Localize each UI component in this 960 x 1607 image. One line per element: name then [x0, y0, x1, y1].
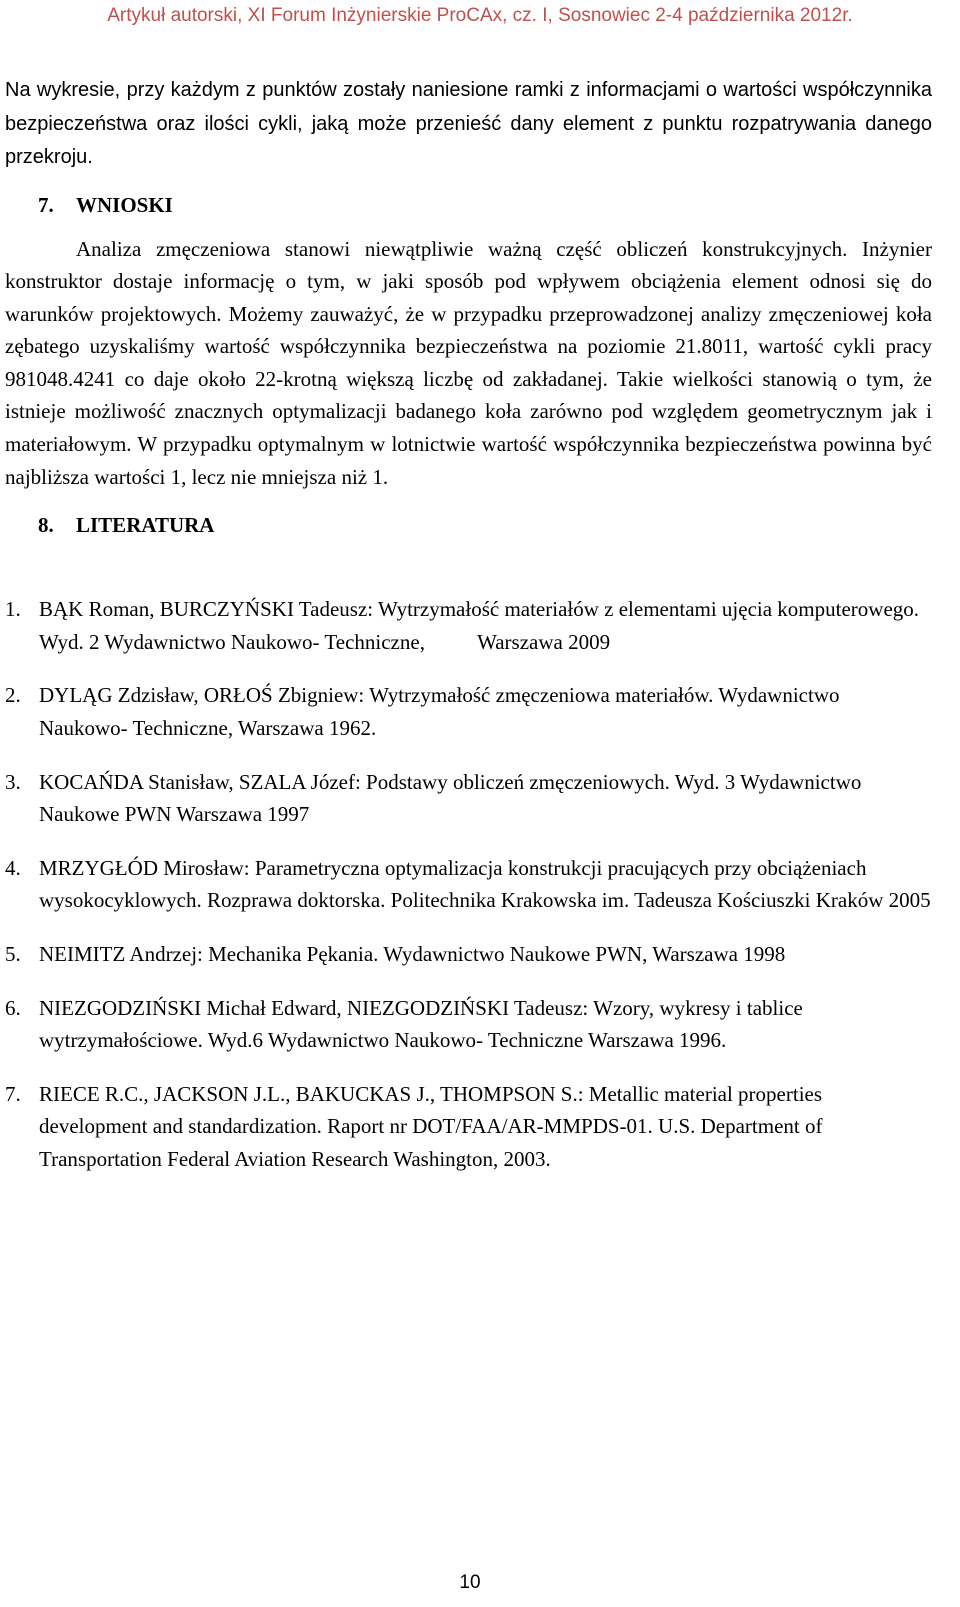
conclusions-text: Analiza zmęczeniowa stanowi niewątpliwie ważną część obliczeń konstrukcyjnych. Inżynier konstruktor dostaje informację o tym, w jaki sposób pod wpływem obciążenia element odnosi się do warunków projektowych. Możemy zauważyć, że w przypadku przeprowadzonej analizy zmęczeniowej koła zębatego uzyskaliśmy wartość współczynnika bezpieczeństwa na poziomie 21.8011, wartość cykli pracy 981048.4241 co daje około 22-krotną większą liczbę od zakładanej. Takie wielkości stanowią o tym, że istnieje możliwość znacznych optymalizacji badanego koła zarówno pod względem geometrycznym jak i materiałowym. W przypadku optymalnym w lotnictwie wartość współczynnika bezpieczeństwa powinna być najbliższa wartości 1, lecz nie mniejsza niż 1. [5, 236, 932, 489]
reference-text: NIEZGODZIŃSKI Michał Edward, NIEZGODZIŃSKI Tadeusz: Wzory, wykresy i tablice wytrzymałościowe. Wyd.6 Wydawnictwo Naukowo- Techniczne Warszawa 1996. [39, 995, 803, 1053]
reference-number: 3. [5, 769, 21, 794]
page-header: Artykuł autorski, XI Forum Inżynierskie ProCAx, cz. I, Sosnowiec 2-4 października 2012r. [107, 5, 853, 26]
reference-text: BĄK Roman, BURCZYŃSKI Tadeusz: Wytrzymałość materiałów z elementami ujęcia komputerowego. Wyd. 2 Wydawnictwo Naukowo- Techniczne, Warszawa 2009 [39, 597, 924, 654]
reference-text: KOCAŃDA Stanisław, SZALA Józef: Podstawy obliczeń zmęczeniowych. Wyd. 3 Wydawnictwo Naukowe PWN Warszawa 1997 [39, 769, 862, 827]
page-number: 10 [459, 1572, 481, 1593]
reference-item [5, 852, 932, 917]
section-number: 7. [38, 192, 54, 217]
section-title: WNIOSKI [76, 192, 173, 217]
reference-item [5, 766, 932, 831]
section-number: 8. [38, 513, 54, 538]
reference-number: 5. [5, 942, 21, 966]
section-heading-literature [5, 511, 932, 539]
document-body [5, 74, 932, 1197]
reference-item [5, 1078, 932, 1176]
reference-item [5, 938, 932, 971]
reference-item [5, 593, 932, 658]
reference-text: RIECE R.C., JACKSON J.L., BAKUCKAS J., THOMPSON S.: Metallic material properties development and standardization. Raport nr DOT/FAA/AR-MMPDS-01. U.S. Department of Transportation Federal Aviation Research Washington, 2003. [39, 1081, 823, 1171]
reference-number: 4. [5, 855, 21, 880]
reference-number: 2. [5, 683, 21, 708]
reference-list [5, 593, 932, 1175]
reference-text: NEIMITZ Andrzej: Mechanika Pękania. Wydawnictwo Naukowe PWN, Warszawa 1998 [39, 942, 786, 966]
reference-text: DYLĄG Zdzisław, ORŁOŚ Zbigniew: Wytrzymałość zmęczeniowa materiałów. Wydawnictwo Naukowo- Techniczne, Warszawa 1962. [39, 683, 840, 741]
section-title: LITERATURA [76, 513, 215, 538]
reference-number: 7. [5, 1081, 21, 1106]
reference-text: MRZYGŁÓD Mirosław: Parametryczna optymalizacja konstrukcji pracujących przy obciążeniach wysokocyklowych. Rozprawa doktorska. Politechnika Krakowska im. Tadeusza Kościuszki Kraków 2005 [39, 855, 931, 913]
reference-item [5, 679, 932, 744]
reference-number: 6. [5, 995, 21, 1020]
conclusions-paragraph [5, 233, 932, 494]
intro-paragraph: Na wykresie, przy każdym z punktów zostały naniesione ramki z informacjami o wartości współczynnika bezpieczeństwa oraz ilości cykli, jaką może przenieść dany element z punktu rozpatrywania danego przekroju. [5, 79, 932, 168]
reference-number: 1. [5, 597, 21, 622]
reference-item [5, 992, 932, 1057]
section-heading-conclusions [5, 191, 932, 219]
